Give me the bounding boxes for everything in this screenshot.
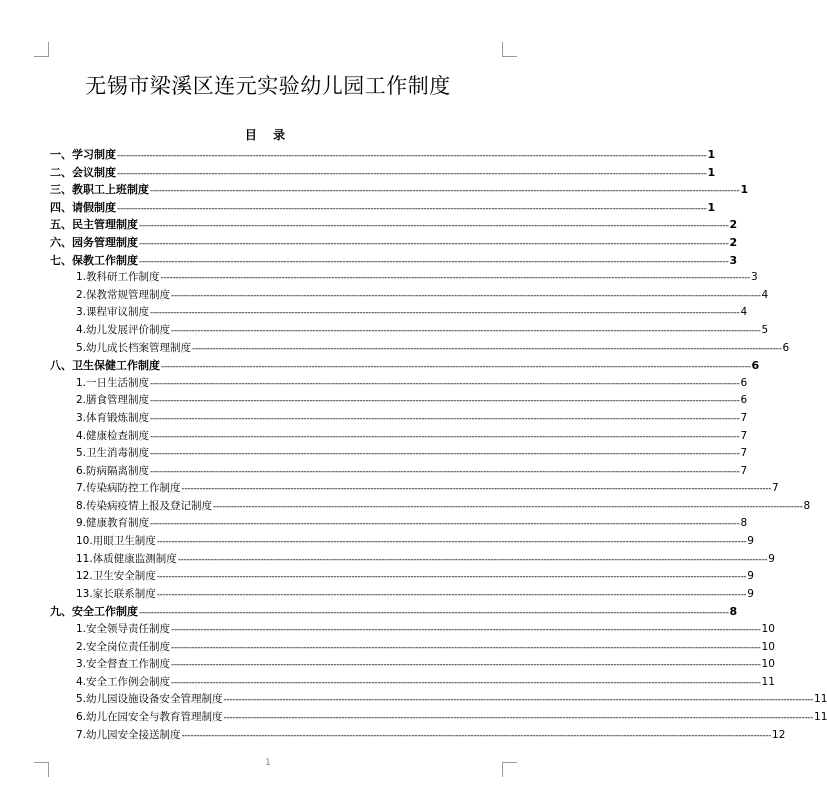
toc-leader: -------------------------------------------------------------------------------------------------------------------------------------------------------------------------------------------------------- <box>181 730 772 741</box>
toc-entry-section[interactable] <box>50 498 811 516</box>
toc-leader: -------------------------------------------------------------------------------------------------------------------------------------------------------------------------------------------------------- <box>150 519 740 530</box>
toc-entry-section[interactable] <box>50 639 775 657</box>
table-of-contents <box>50 146 827 744</box>
toc-entry-chapter[interactable] <box>50 252 738 270</box>
toc-entry-number: 4. <box>76 675 87 688</box>
toc-entry-page: 11 <box>761 675 775 688</box>
toc-entry-page: 6 <box>740 394 748 407</box>
toc-entry-label: 安全督查工作制度 <box>86 658 171 671</box>
toc-entry-label: 保教工作制度 <box>72 253 138 267</box>
toc-entry-label: 幼儿成长档案管理制度 <box>86 341 192 354</box>
toc-entry-page: 6 <box>751 359 760 373</box>
toc-leader: -------------------------------------------------------------------------------------------------------------------------------------------------------------------------------------------------------- <box>171 677 761 688</box>
toc-entry-label: 保教常规管理制度 <box>86 288 171 301</box>
toc-entry-page: 6 <box>740 376 748 389</box>
toc-entry-page: 3 <box>751 271 758 284</box>
toc-entry-number: 7. <box>76 728 87 741</box>
toc-entry-page: 9 <box>768 552 775 565</box>
toc-entry-page: 6 <box>782 341 790 354</box>
toc-entry-page: 7 <box>740 411 748 424</box>
page-number: 1 <box>265 758 271 768</box>
toc-entry-label: 幼儿在园安全与教育管理制度 <box>86 711 223 723</box>
toc-entry-section[interactable] <box>50 551 775 569</box>
toc-entry-section[interactable] <box>50 586 754 604</box>
toc-leader: -------------------------------------------------------------------------------------------------------------------------------------------------------------------------------------------------------- <box>150 466 740 477</box>
toc-entry-chapter[interactable] <box>50 199 716 217</box>
document-title: 无锡市梁溪区连元实验幼儿园工作制度 <box>85 74 451 98</box>
toc-entry-label: 一日生活制度 <box>86 376 150 389</box>
toc-leader: -------------------------------------------------------------------------------------------------------------------------------------------------------------------------------------------------------- <box>139 256 729 267</box>
toc-entry-label: 用眼卫生制度 <box>92 535 156 548</box>
toc-entry-page: 2 <box>729 218 738 232</box>
toc-entry-number: 3. <box>76 658 87 671</box>
toc-entry-label: 防病隔离制度 <box>86 464 150 477</box>
toc-leader: -------------------------------------------------------------------------------------------------------------------------------------------------------------------------------------------------------- <box>156 537 747 548</box>
toc-leader: -------------------------------------------------------------------------------------------------------------------------------------------------------------------------------------------------------- <box>171 642 761 653</box>
toc-leader: -------------------------------------------------------------------------------------------------------------------------------------------------------------------------------------------------------- <box>156 572 747 583</box>
toc-entry-page: 1 <box>707 165 716 179</box>
toc-entry-label: 体质健康监测制度 <box>92 552 177 565</box>
toc-entry-number: 3. <box>76 411 87 424</box>
toc-entry-label: 安全岗位责任制度 <box>86 640 171 653</box>
toc-entry-section[interactable] <box>50 322 769 340</box>
toc-leader: -------------------------------------------------------------------------------------------------------------------------------------------------------------------------------------------------------- <box>213 501 803 512</box>
toc-entry-section[interactable] <box>50 709 827 727</box>
toc-entry-number: 4. <box>76 323 87 336</box>
toc-leader: -------------------------------------------------------------------------------------------------------------------------------------------------------------------------------------------------------- <box>117 168 707 179</box>
crop-mark-top-left <box>34 42 49 57</box>
toc-leader: -------------------------------------------------------------------------------------------------------------------------------------------------------------------------------------------------------- <box>150 378 740 389</box>
toc-entry-page: 11 <box>814 693 827 706</box>
toc-leader: -------------------------------------------------------------------------------------------------------------------------------------------------------------------------------------------------------- <box>161 362 751 373</box>
toc-entry-label: 卫生安全制度 <box>92 570 156 583</box>
toc-entry-number: 一、 <box>50 148 72 161</box>
toc-entry-number: 4. <box>76 429 87 442</box>
toc-entry-label: 学习制度 <box>72 148 116 161</box>
toc-entry-section[interactable] <box>50 727 786 745</box>
toc-leader: -------------------------------------------------------------------------------------------------------------------------------------------------------------------------------------------------------- <box>139 221 729 232</box>
toc-entry-label: 安全工作制度 <box>72 605 138 619</box>
toc-entry-section[interactable] <box>50 340 790 358</box>
toc-leader: -------------------------------------------------------------------------------------------------------------------------------------------------------------------------------------------------------- <box>150 413 740 424</box>
toc-entry-number: 2. <box>76 640 87 653</box>
toc-entry-label: 卫生保健工作制度 <box>72 359 160 373</box>
toc-entry-number: 13. <box>76 587 93 600</box>
toc-leader: -------------------------------------------------------------------------------------------------------------------------------------------------------------------------------------------------------- <box>171 660 761 671</box>
toc-leader: -------------------------------------------------------------------------------------------------------------------------------------------------------------------------------------------------------- <box>160 273 751 284</box>
toc-entry-label: 健康检查制度 <box>86 429 150 442</box>
toc-entry-number: 六、 <box>50 235 72 249</box>
toc-entry-label: 家长联系制度 <box>92 587 156 600</box>
toc-entry-label: 民主管理制度 <box>72 218 138 232</box>
toc-entry-number: 2. <box>76 288 87 301</box>
toc-entry-section[interactable] <box>50 656 775 674</box>
toc-entry-label: 膳食管理制度 <box>86 394 150 407</box>
toc-leader: -------------------------------------------------------------------------------------------------------------------------------------------------------------------------------------------------------- <box>177 554 768 565</box>
toc-leader: -------------------------------------------------------------------------------------------------------------------------------------------------------------------------------------------------------- <box>171 625 761 636</box>
toc-entry-chapter[interactable] <box>50 216 738 234</box>
toc-leader: -------------------------------------------------------------------------------------------------------------------------------------------------------------------------------------------------------- <box>117 203 707 214</box>
toc-leader: -------------------------------------------------------------------------------------------------------------------------------------------------------------------------------------------------------- <box>156 589 747 600</box>
toc-leader: -------------------------------------------------------------------------------------------------------------------------------------------------------------------------------------------------------- <box>223 713 814 723</box>
toc-entry-number: 5. <box>76 693 87 706</box>
toc-entry-number: 七、 <box>50 253 72 267</box>
toc-entry-page: 7 <box>740 429 748 442</box>
toc-entry-page: 7 <box>772 482 779 495</box>
toc-entry-number: 5. <box>76 341 87 354</box>
toc-entry-section[interactable] <box>50 375 748 393</box>
toc-entry-section[interactable] <box>50 392 748 410</box>
toc-entry-number: 1. <box>76 623 87 636</box>
toc-entry-page: 10 <box>761 623 775 636</box>
toc-entry-label: 幼儿园安全接送制度 <box>86 728 181 741</box>
toc-entry-number: 6. <box>76 711 87 723</box>
toc-entry-section[interactable] <box>50 463 748 481</box>
toc-entry-section[interactable] <box>50 480 779 498</box>
toc-entry-section[interactable] <box>50 674 775 692</box>
toc-entry-page: 9 <box>747 535 754 548</box>
toc-leader: -------------------------------------------------------------------------------------------------------------------------------------------------------------------------------------------------------- <box>139 608 729 619</box>
toc-entry-label: 安全工作例会制度 <box>86 675 171 688</box>
toc-entry-chapter[interactable] <box>50 181 749 199</box>
toc-entry-number: 二、 <box>50 165 72 179</box>
toc-entry-number: 7. <box>76 482 87 495</box>
toc-leader: -------------------------------------------------------------------------------------------------------------------------------------------------------------------------------------------------------- <box>150 186 740 197</box>
toc-entry-number: 九、 <box>50 605 72 619</box>
toc-entry-section[interactable] <box>50 428 748 446</box>
toc-leader: -------------------------------------------------------------------------------------------------------------------------------------------------------------------------------------------------------- <box>192 343 782 354</box>
toc-entry-page: 1 <box>707 148 716 161</box>
toc-entry-label: 传染病疫情上报及登记制度 <box>86 499 213 512</box>
toc-entry-label: 请假制度 <box>72 200 116 214</box>
toc-entry-label: 会议制度 <box>72 165 116 179</box>
toc-entry-chapter[interactable] <box>50 357 760 375</box>
toc-leader: -------------------------------------------------------------------------------------------------------------------------------------------------------------------------------------------------------- <box>150 449 740 460</box>
toc-entry-page: 9 <box>747 587 754 600</box>
toc-leader: -------------------------------------------------------------------------------------------------------------------------------------------------------------------------------------------------------- <box>150 396 740 407</box>
toc-entry-page: 10 <box>761 658 775 671</box>
toc-entry-section[interactable] <box>50 445 748 463</box>
toc-entry-number: 11. <box>76 552 93 565</box>
toc-leader: -------------------------------------------------------------------------------------------------------------------------------------------------------------------------------------------------------- <box>139 238 729 249</box>
toc-leader: -------------------------------------------------------------------------------------------------------------------------------------------------------------------------------------------------------- <box>150 431 740 442</box>
toc-leader: -------------------------------------------------------------------------------------------------------------------------------------------------------------------------------------------------------- <box>171 325 761 336</box>
toc-entry-section[interactable] <box>50 287 769 305</box>
toc-entry-label: 幼儿园设施设备安全管理制度 <box>86 693 223 706</box>
toc-entry-section[interactable] <box>50 410 748 428</box>
toc-entry-chapter[interactable] <box>50 603 738 621</box>
toc-entry-number: 8. <box>76 499 87 512</box>
toc-entry-number: 3. <box>76 306 87 319</box>
toc-entry-label: 健康教育制度 <box>86 517 150 530</box>
toc-entry-page: 7 <box>740 464 748 477</box>
toc-entry-label: 教科研工作制度 <box>86 271 160 284</box>
toc-entry-page: 11 <box>814 711 827 723</box>
toc-entry-section[interactable] <box>50 515 748 533</box>
toc-entry-page: 1 <box>740 183 749 197</box>
toc-entry-section[interactable] <box>50 691 827 709</box>
toc-entry-chapter[interactable] <box>50 146 716 164</box>
toc-entry-label: 传染病防控工作制度 <box>86 482 181 495</box>
toc-entry-label: 教职工上班制度 <box>72 183 149 197</box>
toc-entry-number: 1. <box>76 376 87 389</box>
toc-leader: -------------------------------------------------------------------------------------------------------------------------------------------------------------------------------------------------------- <box>117 151 707 161</box>
toc-entry-label: 体育锻炼制度 <box>86 411 150 424</box>
toc-entry-page: 10 <box>761 640 775 653</box>
toc-entry-label: 幼儿发展评价制度 <box>86 323 171 336</box>
toc-leader: -------------------------------------------------------------------------------------------------------------------------------------------------------------------------------------------------------- <box>150 308 740 319</box>
toc-entry-section[interactable] <box>50 304 748 322</box>
toc-entry-page: 9 <box>747 570 754 583</box>
toc-entry-number: 5. <box>76 447 87 460</box>
toc-entry-page: 8 <box>803 499 811 512</box>
toc-entry-number: 三、 <box>50 183 72 197</box>
toc-entry-number: 10. <box>76 535 93 548</box>
toc-entry-page: 1 <box>707 200 716 214</box>
toc-entry-label: 安全领导责任制度 <box>86 623 171 636</box>
toc-entry-page: 8 <box>729 605 738 619</box>
toc-entry-page: 2 <box>729 235 738 249</box>
toc-heading: 目 录 <box>244 128 292 142</box>
toc-leader: -------------------------------------------------------------------------------------------------------------------------------------------------------------------------------------------------------- <box>181 484 772 495</box>
toc-entry-page: 8 <box>740 517 748 530</box>
toc-entry-chapter[interactable] <box>50 164 716 182</box>
toc-entry-number: 1. <box>76 271 87 284</box>
toc-entry-label: 课程审议制度 <box>86 306 150 319</box>
toc-entry-page: 5 <box>761 323 769 336</box>
crop-mark-top-right <box>502 42 517 57</box>
toc-entry-number: 9. <box>76 517 87 530</box>
toc-entry-page: 7 <box>740 447 748 460</box>
toc-entry-page: 4 <box>761 288 769 301</box>
toc-entry-page: 12 <box>772 728 786 741</box>
toc-leader: -------------------------------------------------------------------------------------------------------------------------------------------------------------------------------------------------------- <box>171 290 761 301</box>
toc-entry-number: 八、 <box>50 359 72 373</box>
toc-entry-section[interactable] <box>50 269 758 287</box>
toc-entry-section[interactable] <box>50 621 775 639</box>
toc-entry-number: 2. <box>76 394 87 407</box>
toc-entry-section[interactable] <box>50 568 754 586</box>
toc-entry-number: 五、 <box>50 218 72 232</box>
toc-entry-page: 3 <box>729 253 738 267</box>
toc-entry-label: 园务管理制度 <box>72 235 138 249</box>
toc-entry-number: 6. <box>76 464 87 477</box>
toc-leader: -------------------------------------------------------------------------------------------------------------------------------------------------------------------------------------------------------- <box>223 695 814 706</box>
toc-entry-chapter[interactable] <box>50 234 738 252</box>
toc-entry-number: 12. <box>76 570 93 583</box>
toc-entry-page: 4 <box>740 306 748 319</box>
toc-entry-section[interactable] <box>50 533 754 551</box>
toc-entry-number: 四、 <box>50 200 72 214</box>
toc-entry-label: 卫生消毒制度 <box>86 447 150 460</box>
